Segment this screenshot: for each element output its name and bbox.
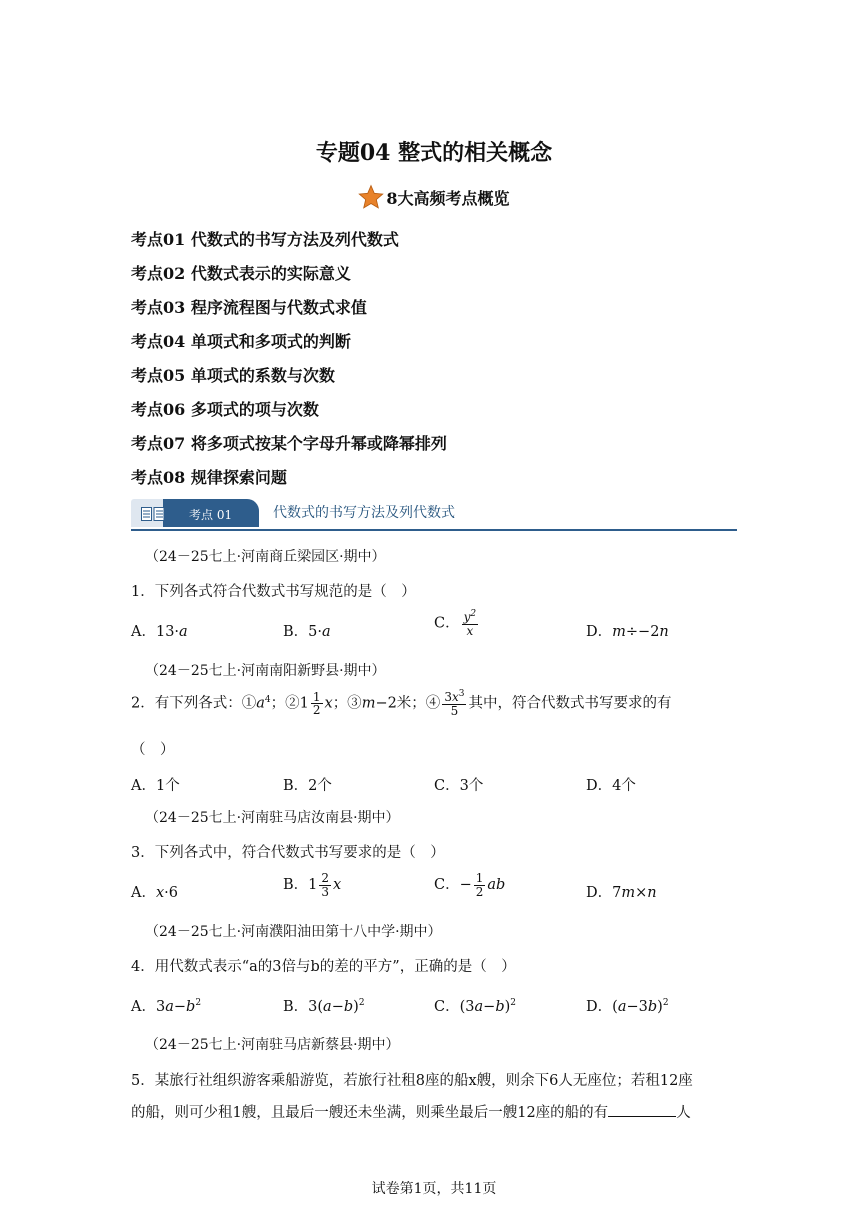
kaodian-item: 考点03 程序流程图与代数式求值 bbox=[131, 298, 367, 317]
kaodian-item: 考点07 将多项式按某个字母升幂或降幂排列 bbox=[131, 434, 447, 453]
question-stem: 2．有下列各式：$①a^4$；②1 $\frac{1}{2}$ x；③m−2米；④ $\frac{3x^3}{5}$ 其中，符合代数式书写要求的有 bbox=[131, 689, 672, 718]
option-d: D．4个 bbox=[586, 778, 636, 794]
kaodian-item: 考点01 代数式的书写方法及列代数式 bbox=[131, 230, 399, 249]
option-a: A．$3a-b^2$ bbox=[131, 998, 202, 1015]
option-b: B．1 $\frac{2}{3}$ x bbox=[283, 871, 342, 899]
option-a: A．13·a bbox=[131, 624, 188, 640]
kaodian-item: 考点06 多项式的项与次数 bbox=[131, 400, 319, 419]
page-title: 专题04 整式的相关概念 bbox=[315, 140, 553, 166]
section-banner bbox=[131, 497, 737, 533]
question-stem: 5．某旅行社组织游客乘船游览，若旅行社租8座的船x艘，则余下6人无座位；若租12座 bbox=[131, 1073, 693, 1089]
option-d: D．7m×n bbox=[586, 885, 657, 901]
option-b: B．$3(a-b)^2$ bbox=[283, 998, 365, 1015]
option-c: C． $\frac{y^2}{x}$ bbox=[434, 609, 477, 638]
option-b: B．2个 bbox=[283, 778, 332, 794]
page-footer: 试卷第1页，共11页 bbox=[371, 1181, 497, 1197]
answer-blank bbox=[608, 1102, 676, 1117]
question-stem: 1．下列各式符合代数式书写规范的是（ ） bbox=[131, 584, 416, 600]
question-source: （24－25七上·河南驻马店汝南县·期中） bbox=[145, 810, 400, 826]
option-c: C．− $\frac{1}{2}$ ab bbox=[434, 871, 506, 899]
question-source: （24－25七上·河南商丘梁园区·期中） bbox=[145, 549, 386, 565]
banner-label: 代数式的书写方法及列代数式 bbox=[273, 505, 455, 521]
overview-text: 8大高频考点概览 bbox=[386, 188, 510, 208]
kaodian-item: 考点05 单项式的系数与次数 bbox=[131, 366, 335, 385]
question-stem-line2: 的船，则可少租1艘，且最后一艘还未坐满，则乘坐最后一艘12座的船的有 人 bbox=[131, 1101, 691, 1122]
kaodian-item: 考点04 单项式和多项式的判断 bbox=[131, 332, 351, 351]
question-stem-line2: （ ） bbox=[131, 742, 175, 758]
banner-tab: 考点 01 bbox=[189, 508, 233, 522]
kaodian-item: 考点08 规律探索问题 bbox=[131, 468, 287, 487]
question-source: （24－25七上·河南濮阳油田第十八中学·期中） bbox=[145, 924, 442, 940]
kaodian-item: 考点02 代数式表示的实际意义 bbox=[131, 264, 351, 283]
question-source: （24－25七上·河南驻马店新蔡县·期中） bbox=[145, 1037, 400, 1053]
book-icon bbox=[141, 507, 165, 521]
star-icon bbox=[358, 184, 384, 210]
option-d: D．m÷−2n bbox=[586, 624, 669, 640]
option-a: A．x·6 bbox=[131, 885, 179, 901]
option-b: B．5·a bbox=[283, 624, 331, 640]
question-stem: 3．下列各式中，符合代数式书写要求的是（ ） bbox=[131, 845, 445, 861]
option-c: C．3个 bbox=[434, 778, 484, 794]
option-c: C．$(3a-b)^2$ bbox=[434, 998, 517, 1015]
option-d: D．$(a-3b)^2$ bbox=[586, 998, 669, 1015]
option-a: A．1个 bbox=[131, 778, 180, 794]
question-source: （24－25七上·河南南阳新野县·期中） bbox=[145, 663, 386, 679]
overview-heading bbox=[0, 184, 868, 210]
question-stem: 4．用代数式表示“a的3倍与b的差的平方”，正确的是（ ） bbox=[131, 959, 516, 975]
